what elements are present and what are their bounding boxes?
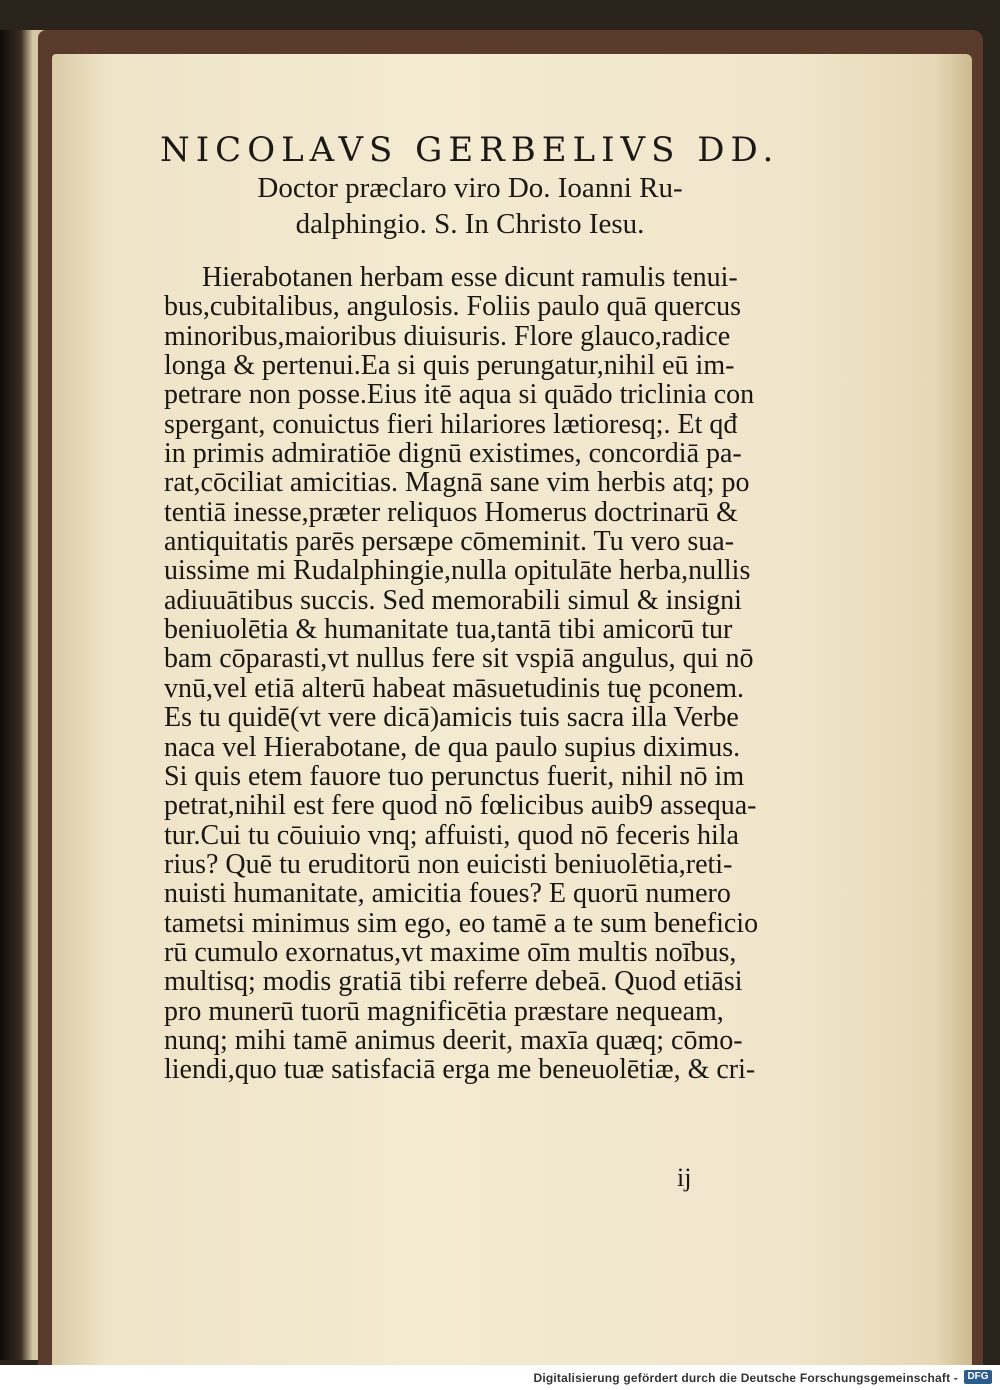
text-line: adiuuātibus succis. Sed memorabili simul & insigni (164, 584, 742, 616)
text-line: bam cōparasti,vt nullus fere sit vspiā angulus, qui nō (164, 643, 754, 675)
signature-mark: ij (677, 1163, 692, 1192)
text-line: Hierabotanen herbam esse dicunt ramulis tenui- (202, 262, 738, 293)
text-line: naca vel Hierabotane, de qua paulo supius diximus. (164, 731, 741, 763)
text-line: longa & pertenui.Ea si quis perungatur,nihil eū im- (164, 350, 735, 382)
letter-heading (160, 130, 800, 242)
text-line: Es tu quidē(vt vere dicā)amicis tuis sacra illa Verbe (164, 702, 739, 734)
text-line: rius? Quē tu eruditorū non euicisti beniuolētia,reti- (164, 848, 733, 880)
text-line: antiquitatis parēs persæpe cōmeminit. Tu vero sua- (164, 526, 735, 558)
letter-body (164, 263, 804, 1085)
text-line: petrat,nihil est fere quod nō fœlicibus auib9 assequa- (164, 790, 757, 822)
text-line: uissime mi Rudalphingie,nulla opitulāte herba,nullis (164, 555, 751, 587)
text-line: nuisti humanitate, amicitia foues? E quorū numero (164, 878, 731, 910)
text-line: in primis admiratiōe dignū existimes, concordiā pa- (164, 438, 742, 470)
text-line: pro munerū tuorū magnificētia præstare nequeam, (164, 995, 724, 1027)
footer-credit: Digitalisierung gefördert durch die Deutsche Forschungsgemeinschaft - (533, 1371, 958, 1385)
text-line: bus,cubitalibus, angulosis. Foliis paulo quā quercus (164, 291, 742, 323)
dfg-logo: DFG (964, 1370, 992, 1384)
text-line: Si quis etem fauore tuo perunctus fuerit, nihil nō im (164, 760, 745, 792)
text-line: liendi,quo tuæ satisfaciā erga me beneuolētiæ, & cri- (164, 1054, 756, 1086)
text-line: tentiā inesse,præter reliquos Homerus doctrinarū & (164, 496, 738, 528)
text-line: vnū,vel etiā alterū habeat māsuetudinis tuę pconem. (164, 672, 745, 704)
heading-author: NICOLAVS GERBELIVS DD. (160, 130, 780, 170)
text-line: beniuolētia & humanitate tua,tantā tibi amicorū tur (164, 614, 733, 646)
text-line: rat,cōciliat amicitias. Magnā sane vim herbis atq; po (164, 467, 750, 499)
text-line: multisq; modis gratiā tibi referre debeā. Quod etiāsi (164, 966, 743, 998)
heading-salutation: Doctor præclaro viro Do. Ioanni Ru- (257, 172, 683, 204)
text-line: rū cumulo exornatus,vt maxime oīm multis noībus, (164, 936, 737, 968)
text-line: minoribus,maioribus diuisuris. Flore glauco,radice (164, 320, 731, 352)
text-line: tametsi minimus sim ego, eo tamē a te sum beneficio (164, 907, 759, 939)
text-line: petrare non posse.Eius itē aqua si quādo triclinia con (164, 379, 755, 411)
heading-salutation-continued: dalphingio. S. In Christo Iesu. (295, 208, 645, 240)
text-line: nunq; mihi tamē animus deerit, maxīa quæq; cōmo- (164, 1024, 743, 1056)
text-line: tur.Cui tu cōuiuio vnq; affuisti, quod nō feceris hila (164, 819, 739, 851)
text-line: spergant, conuictus fieri hilariores lætioresq;. Et qđ (164, 408, 738, 440)
